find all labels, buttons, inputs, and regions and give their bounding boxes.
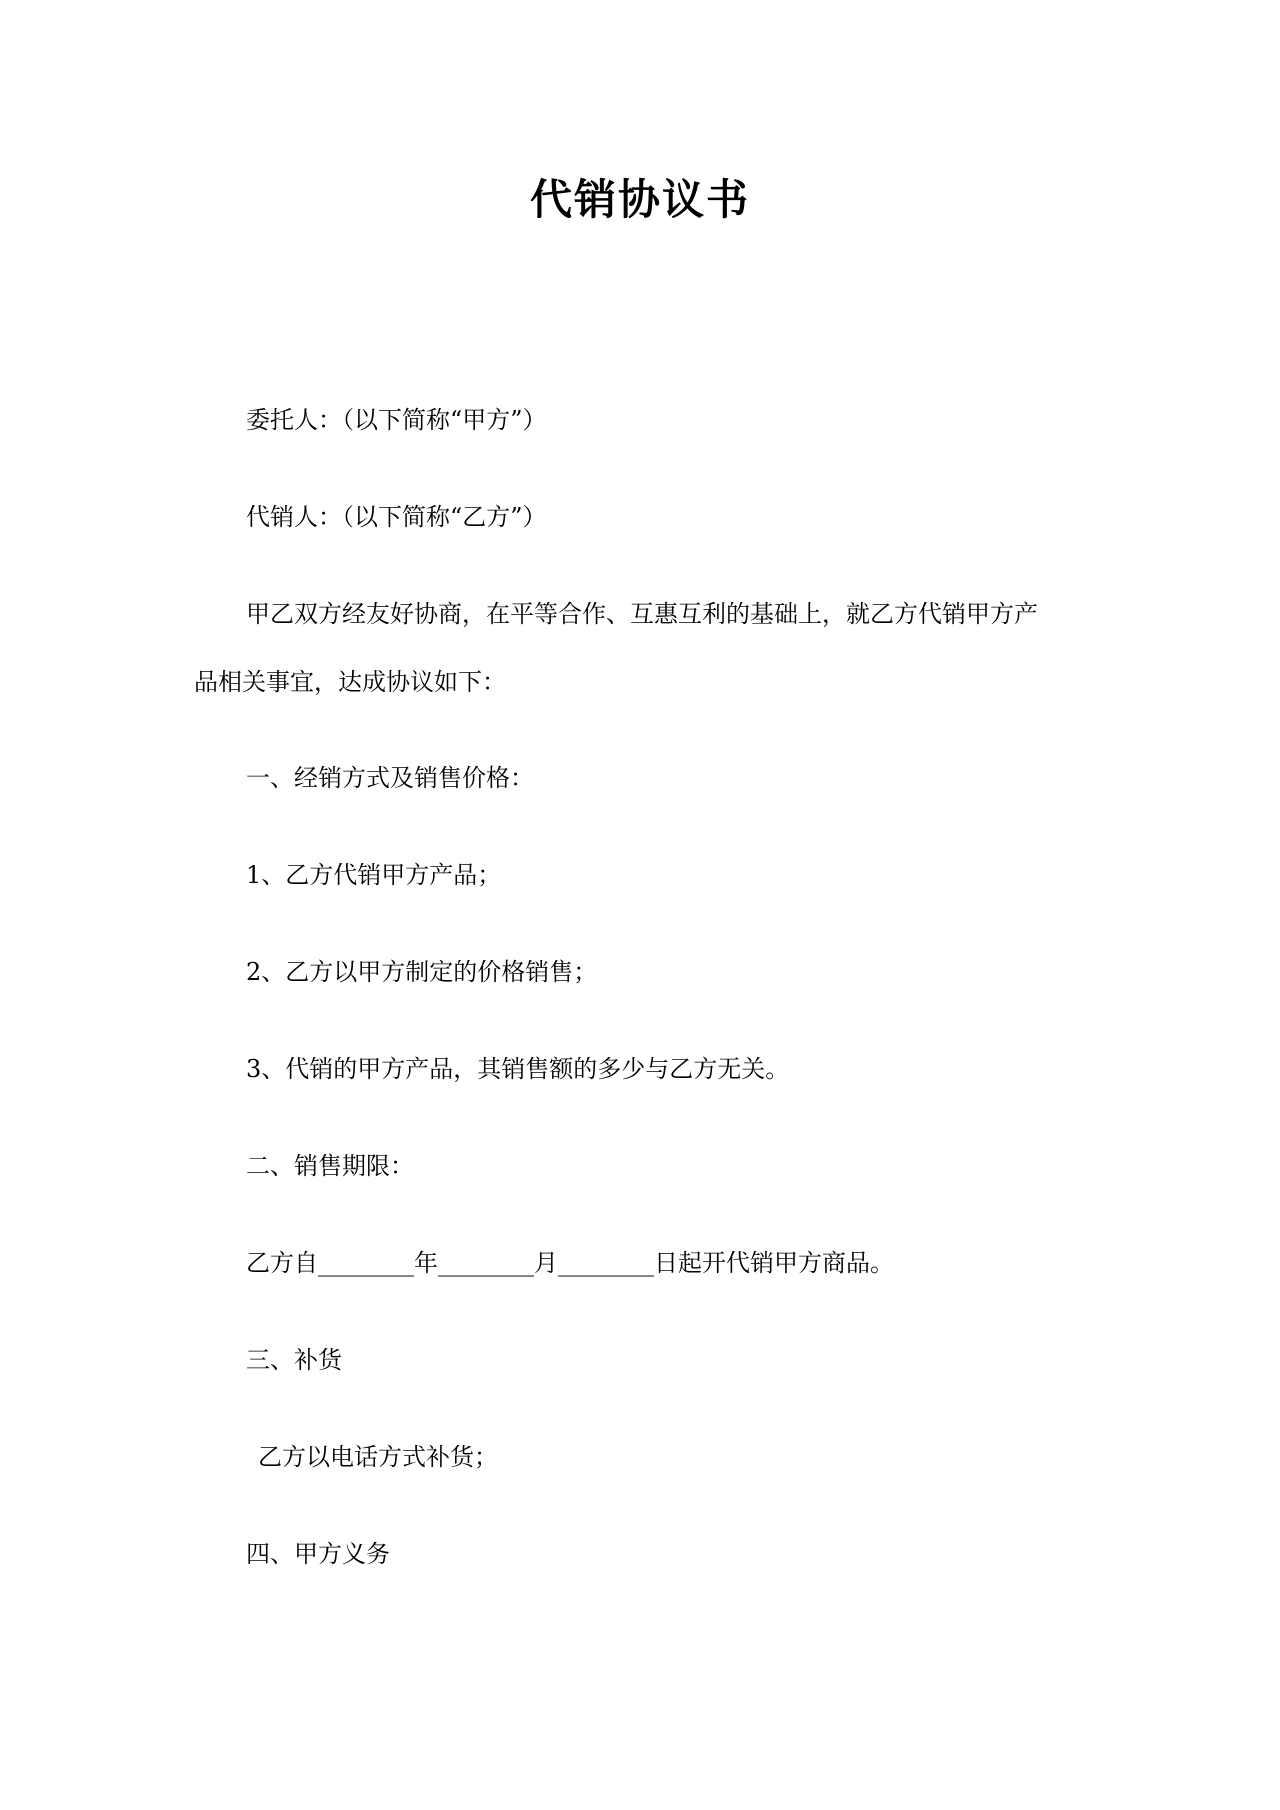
preamble-line-1: 甲乙双方经友好协商，在平等合作、互惠互利的基础上，就乙方代销甲方产 xyxy=(246,600,1038,628)
preamble-line-2: 品相关事宜，达成协议如下： xyxy=(194,668,506,696)
section-heading-3: 三、补货 xyxy=(246,1346,342,1374)
sales-period-line: 乙方自________年________月________日起开代销甲方商品。 xyxy=(246,1249,894,1277)
restock-line: 乙方以电话方式补货； xyxy=(258,1443,498,1471)
clause-1-3: 3、代销的甲方产品，其销售额的多少与乙方无关。 xyxy=(246,1055,790,1083)
principal-line: 委托人：（以下简称“甲方”） xyxy=(246,406,547,434)
section-heading-4: 四、甲方义务 xyxy=(246,1540,390,1568)
agent-line: 代销人：（以下简称“乙方”） xyxy=(246,503,547,531)
section-heading-2: 二、销售期限： xyxy=(246,1152,414,1180)
clause-1-1: 1、乙方代销甲方产品； xyxy=(246,861,502,889)
section-heading-1: 一、经销方式及销售价格： xyxy=(246,764,534,792)
document-title: 代销协议书 xyxy=(529,175,750,224)
clause-1-2: 2、乙方以甲方制定的价格销售； xyxy=(246,958,598,986)
